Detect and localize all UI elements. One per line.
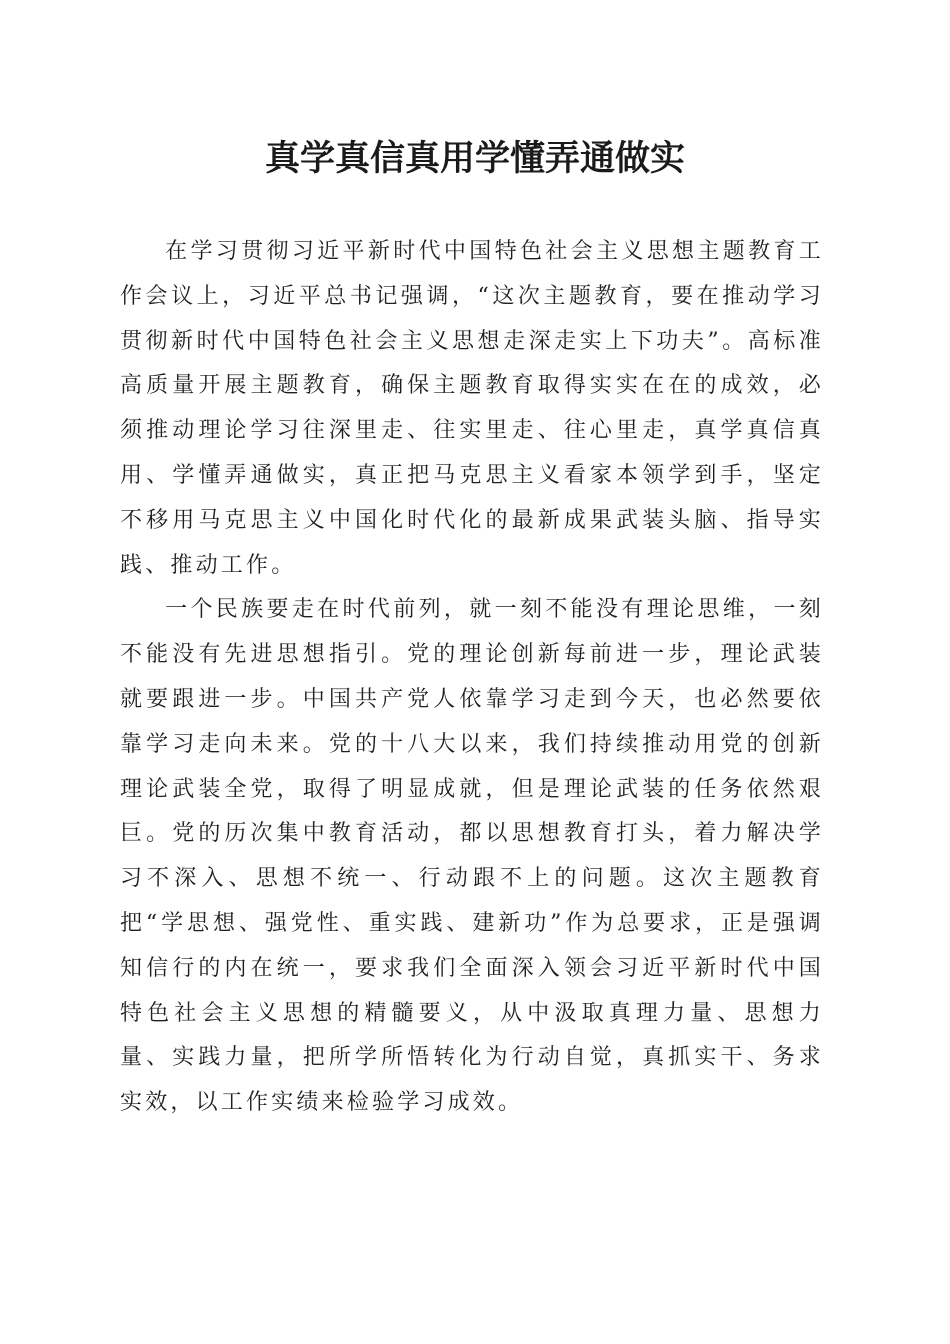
document-body (120, 230, 824, 1126)
paragraph-2: 一个民族要走在时代前列，就一刻不能没有理论思维，一刻不能没有先进思想指引。党的理论创新每前进一步，理论武装就要跟进一步。中国共产党人依靠学习走到今天，也必然要依靠学习走向未来。党的十八大以来，我们持续推动用党的创新理论武装全党，取得了明显成就，但是理论武装的任务依然艰巨。党的历次集中教育活动，都以思想教育打头，着力解决学习不深入、思想不统一、行动跟不上的问题。这次主题教育把“学思想、强党性、重实践、建新功”作为总要求，正是强调知信行的内在统一，要求我们全面深入领会习近平新时代中国特色社会主义思想的精髓要义，从中汲取真理力量、思想力量、实践力量，把所学所悟转化为行动自觉，真抓实干、务求实效，以工作实绩来检验学习成效。 (120, 597, 824, 1116)
paragraph-1: 在学习贯彻习近平新时代中国特色社会主义思想主题教育工作会议上，习近平总书记强调，“这次主题教育，要在推动学习贯彻新时代中国特色社会主义思想走深走实上下功夫”。高标准高质量开展主题教育，确保主题教育取得实实在在的成效，必须推动理论学习往深里走、往实里走、往心里走，真学真信真用、学懂弄通做实，真正把马克思主义看家本领学到手，坚定不移用马克思主义中国化时代化的最新成果武装头脑、指导实践、推动工作。 (120, 239, 824, 578)
document-title: 真学真信真用学懂弄通做实 (264, 138, 685, 179)
